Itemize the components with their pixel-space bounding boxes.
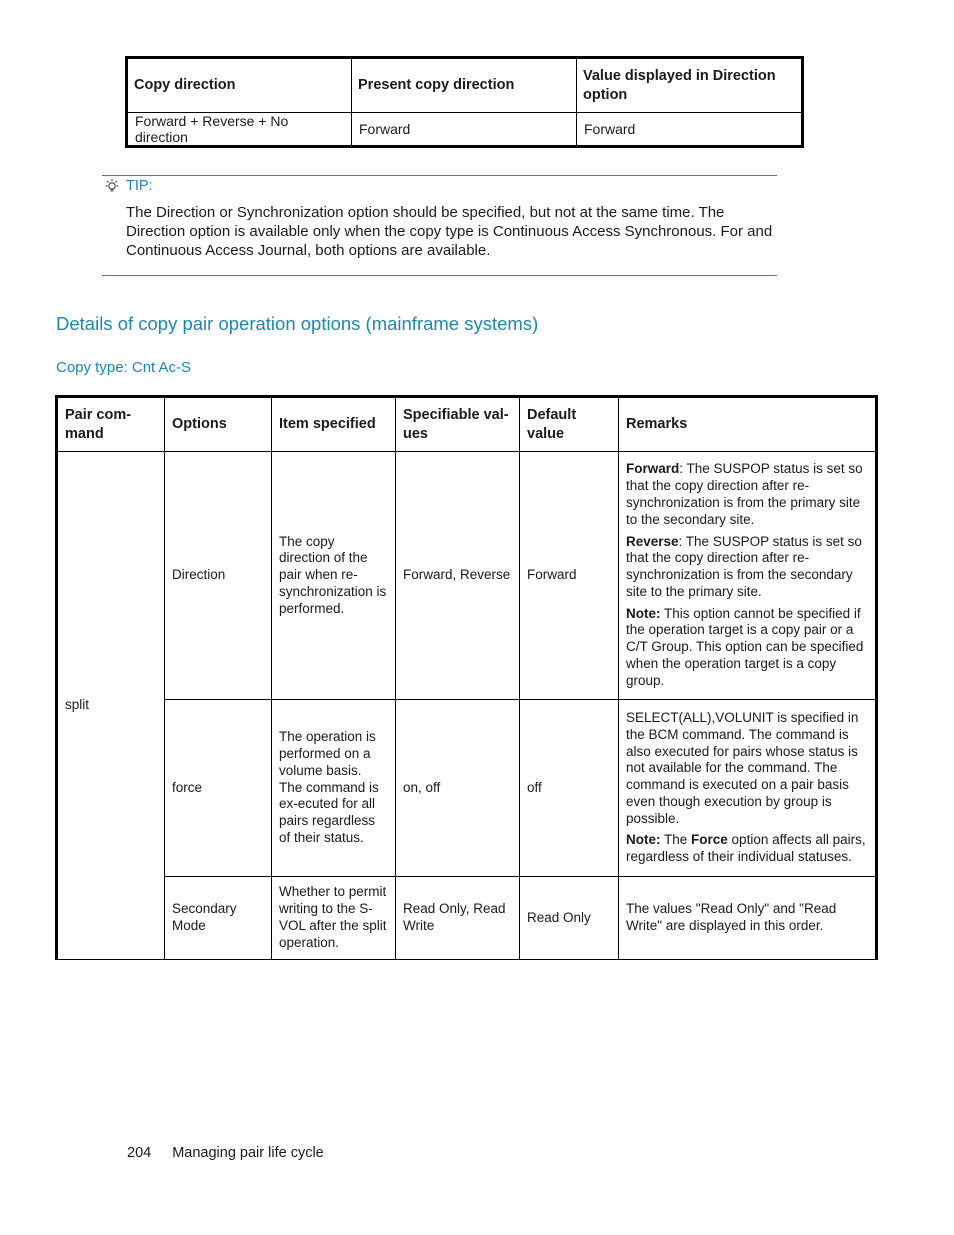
remarks-term: Note: [626, 832, 661, 848]
item-cell: Whether to permit writing to the S-VOL after the split operation. [272, 877, 396, 960]
remarks-paragraph [626, 901, 868, 935]
remarks-text: : The SUSPOP status is set so that the copy direction after re-synchronization is from the secondary site to the primary site. [626, 533, 862, 599]
remarks-text: option affects all pairs, regardless of their individual statuses. [626, 832, 866, 865]
remarks-paragraph [626, 461, 868, 528]
options-table [55, 395, 878, 960]
values-cell: Read Only, Read Write [396, 877, 520, 960]
direction-table [125, 56, 804, 148]
pair-command-cell: split [57, 452, 165, 960]
table-row [57, 452, 877, 700]
remarks-paragraph [626, 832, 868, 866]
table-row [57, 700, 877, 877]
item-cell: The copy direction of the pair when re-synchronization is performed. [272, 452, 396, 700]
lightbulb-icon [103, 178, 121, 196]
default-cell: off [520, 700, 619, 877]
default-cell: Forward [520, 452, 619, 700]
tip-label: TIP: [126, 178, 153, 194]
table-header: Item specified [272, 397, 396, 452]
values-cell: Forward, Reverse [396, 452, 520, 700]
table-header: Pair com-mand [57, 397, 165, 452]
remarks-term: Forward [626, 461, 680, 477]
table-cell: Forward [352, 113, 577, 147]
table-row [127, 113, 803, 147]
remarks-text: This option cannot be specified if the operation target is a copy pair or a C/T Group. This option can be specified when the operation target is a copy group. [626, 605, 864, 688]
sub-heading: Copy type: Cnt Ac-S [56, 359, 192, 376]
remarks-cell [619, 700, 877, 877]
remarks-cell [619, 877, 877, 960]
remarks-term: Note: [626, 605, 661, 621]
table-header-row [57, 397, 877, 452]
values-cell: on, off [396, 700, 520, 877]
table-cell: Forward [577, 113, 803, 147]
table-header: Copy direction [127, 58, 352, 113]
chapter-title: Managing pair life cycle [172, 1145, 324, 1161]
page-number: 204 [127, 1145, 152, 1161]
page-footer [127, 1145, 324, 1161]
tip-text: The Direction or Synchronization option should be specified, but not at the same time. The Direction option is available only when the copy type is Continuous Access Synchronous. For and Continuous Access Journal, both options are available. [126, 204, 773, 259]
option-cell: Direction [165, 452, 272, 700]
table-header: Value displayed in Direction option [583, 67, 776, 103]
remarks-paragraph [626, 534, 868, 601]
remarks-term: Reverse [626, 533, 679, 549]
remarks-paragraph [626, 606, 868, 690]
option-cell: Secondary Mode [165, 877, 272, 960]
remarks-term: Force [691, 832, 728, 848]
table-row [57, 877, 877, 960]
table-header: Options [165, 397, 272, 452]
table-header-row [127, 58, 803, 113]
section-heading: Details of copy pair operation options (mainframe systems) [56, 313, 539, 334]
item-cell: The operation is performed on a volume basis. The command is ex-ecuted for all pairs regardless of their status. [272, 700, 396, 877]
table-header: Specifiable val-ues [396, 397, 520, 452]
table-cell: Forward + Reverse + No direction [127, 113, 352, 147]
table-header: Remarks [619, 397, 877, 452]
remarks-cell [619, 452, 877, 700]
tip-top-rule [102, 175, 777, 176]
default-cell: Read Only [520, 877, 619, 960]
remarks-text: SELECT(ALL),VOLUNIT is specified in the BCM command. The command is also executed for pairs whose status is not available for the command. The command is executed on a pair basis even though execution by group is possible. [626, 709, 859, 826]
remarks-text: The [660, 832, 692, 848]
tip-bottom-rule [102, 275, 777, 276]
table-header: Present copy direction [352, 58, 577, 113]
remarks-paragraph [626, 710, 868, 828]
option-cell: force [165, 700, 272, 877]
remarks-text: The values "Read Only" and "Read Write" are displayed in this order. [626, 901, 837, 933]
table-header: Default value [520, 397, 619, 452]
remarks-text: : The SUSPOP status is set so that the copy direction after re-synchronization is from the primary site to the secondary site. [626, 461, 863, 527]
